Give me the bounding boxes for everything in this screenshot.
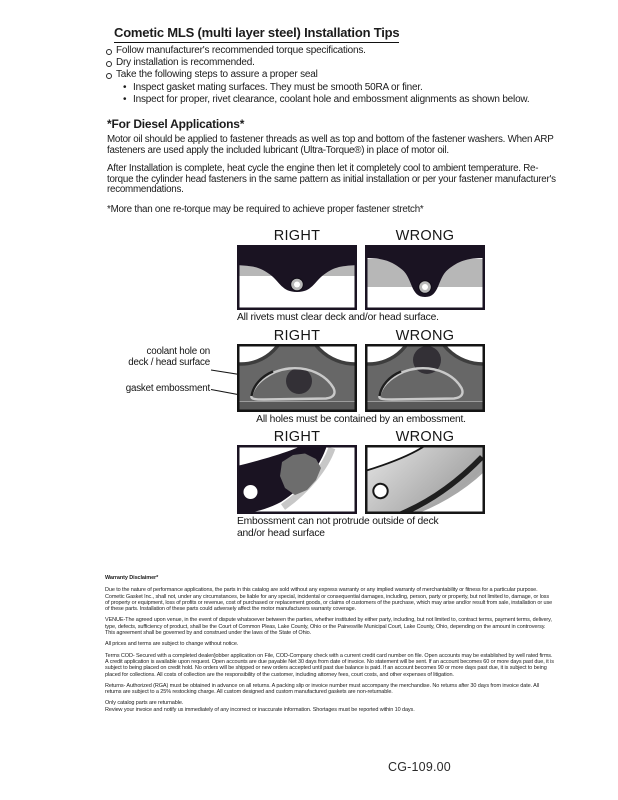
legal-paragraph: Returns- Authorized (RGA) must be obtained in advance on all returns. A packing slip or invoice number must accompany the merchandise. No returns after 30 days from invoice date. All returns are subject to a 25% restocking charge. All custom designed and custom manufactured gaskets are non-returnable. bbox=[105, 682, 539, 696]
row1-caption: All rivets must clear deck and/or head surface. bbox=[237, 312, 439, 323]
wrong-label: WRONG bbox=[395, 429, 455, 445]
right-label: RIGHT bbox=[273, 429, 321, 445]
hollow-bullet-icon bbox=[106, 49, 112, 55]
list-item bbox=[106, 57, 576, 69]
right-label: RIGHT bbox=[273, 328, 321, 344]
warranty-disclaimer-heading: Warranty Disclaimer* bbox=[105, 575, 159, 581]
diesel-paragraph-1: Motor oil should be applied to fastener threads as well as top and bottom of the fastener washers. When ARP fasteners are used apply the included lubricant (Ultra-Torque®) in place of motor oil. bbox=[107, 134, 554, 156]
legal-paragraph: Only catalog parts are returnable. bbox=[105, 700, 184, 707]
list-item-text: Take the following steps to assure a proper seal bbox=[116, 69, 318, 81]
coolant-hole bbox=[286, 368, 312, 394]
coolant-hole-wrong-diagram bbox=[365, 344, 485, 412]
legal-paragraph: Due to the nature of performance applications, the parts in this catalog are sold without any express warranty or any implied warranty of merchantability or fitness for a particular purpose. Cometic Gasket Inc., shall not, under any circumstances, be liable for any special, incidental or consequential damages, including, person, party or property, but not limited to, damage, or loss of property or equipment, loss of profits or revenue, cost of purchased or replacement goods, or claims of customers of the purchase, which may arise and/or result from sale, installation or use of these parts. Installation of these parts could adversely affect the motor manufacturers warranty coverage. bbox=[105, 587, 553, 613]
bullet-icon: • bbox=[123, 93, 127, 105]
diesel-paragraph-2: After Installation is complete, heat cycle the engine then let it completely cool to ambient temperature. Re-torque the cylinder head fasteners in the same pattern as initial installation or per your fastener manufacturer's recommendations. bbox=[107, 163, 556, 196]
hollow-bullet-icon bbox=[106, 61, 112, 67]
wrong-label: WRONG bbox=[395, 228, 455, 244]
bolt-hole bbox=[244, 485, 258, 499]
coolant-hole-right-diagram bbox=[237, 344, 357, 412]
page-code: CG-109.00 bbox=[388, 760, 451, 774]
list-item-text: Inspect gasket mating surfaces. They must be smooth 50RA or finer. bbox=[133, 81, 423, 93]
right-label: RIGHT bbox=[273, 228, 321, 244]
list-item-text: Follow manufacturer's recommended torque specifications. bbox=[116, 45, 366, 56]
legal-section bbox=[105, 575, 554, 718]
legal-paragraph: Terms COD- Secured with a completed dealer/jobber application on File, COD-Company check with a current credit card number on file. Open accounts may be established by well rated firms. A credit application is available upon request. Open accounts are due payable Net 30 days from date of invoice. No statement will be sent. If an account becomes 60 or more days past due, it is subject to being placed on credit hold. No orders will be shipped or new orders accepted until past due balance is paid. If an account becomes 90 or more days past due, it is subject to being placed for collections. All costs of collection are the responsibility of the customer, including attorney fees, court costs, and other expenses of litigation. bbox=[105, 652, 554, 678]
list-item bbox=[123, 82, 576, 94]
rivet-right-diagram bbox=[237, 245, 357, 310]
embossment-right-diagram bbox=[237, 445, 357, 514]
legal-paragraph: This agreement shall be governed by and construed under the laws of the State of Ohio. bbox=[105, 630, 312, 637]
page-title: Cometic MLS (multi layer steel) Installation Tips bbox=[114, 25, 399, 43]
diesel-heading: *For Diesel Applications* bbox=[107, 117, 245, 131]
coolant-hole-callout: coolant hole on deck / head surface bbox=[128, 346, 210, 368]
list-item-text: Dry installation is recommended. bbox=[116, 57, 255, 69]
wrong-label: WRONG bbox=[395, 328, 455, 344]
list-item bbox=[106, 69, 576, 81]
rivet-wrong-diagram bbox=[365, 245, 485, 310]
gasket-embossment-callout: gasket embossment bbox=[125, 383, 210, 394]
bullet-icon: • bbox=[123, 81, 127, 93]
hollow-bullet-icon bbox=[106, 73, 112, 79]
legal-paragraph: VENUE-The agreed upon venue, in the event of dispute whatsoever between the parties, whether instituted by either party, including, but not limited to, contract terms, payment terms, delivery, type, defects, sufficiency of product, shall be the Court of Common Pleas, Lake County, Ohio or the Painesville Municipal Court, Lake County, Ohio, depending on the amount in controversy. bbox=[105, 617, 552, 630]
legal-paragraph: All prices and terms are subject to change without notice. bbox=[105, 641, 239, 648]
list-item-text: Inspect for proper, rivet clearance, coolant hole and embossment alignments as shown below. bbox=[133, 93, 530, 105]
legal-paragraph: Review your invoice and notify us immediately of any incorrect or inaccurate information. Shortages must be reported within 10 days. bbox=[105, 706, 415, 713]
installation-tips-list bbox=[106, 45, 576, 106]
row3-caption: Embossment can not protrude outside of deck and/or head surface bbox=[237, 516, 439, 539]
retorque-note: *More than one re-torque may be required to achieve proper fastener stretch* bbox=[107, 204, 424, 215]
list-item bbox=[123, 94, 576, 106]
row2-caption: All holes must be contained by an embossment. bbox=[256, 414, 466, 425]
bolt-hole bbox=[373, 484, 387, 498]
embossment-wrong-diagram bbox=[365, 445, 485, 514]
list-item bbox=[106, 45, 576, 57]
